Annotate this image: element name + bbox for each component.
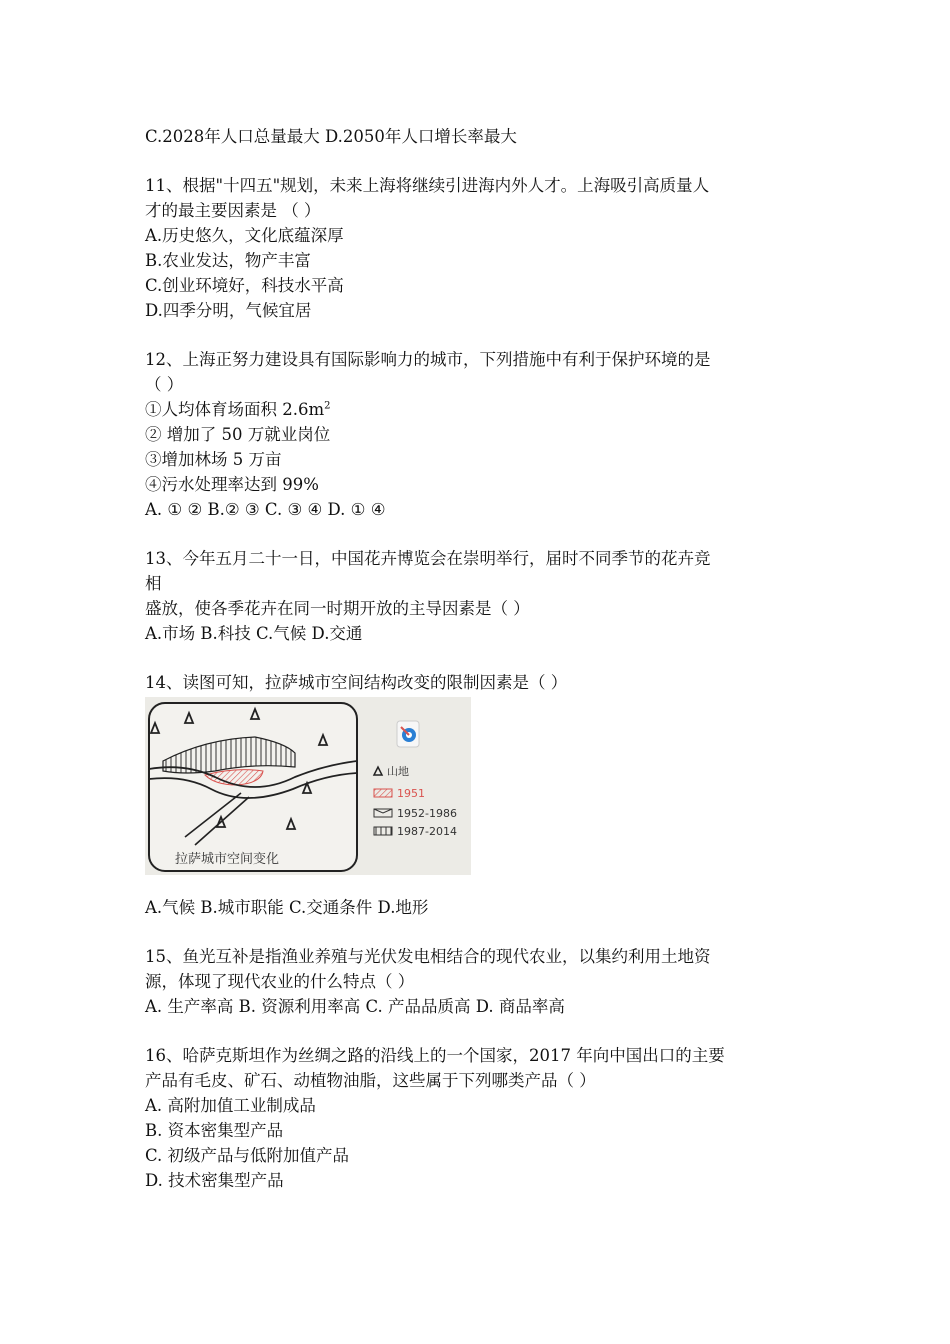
lhasa-figure-wrap [145, 697, 805, 875]
q13-stem-line2: 相 [145, 574, 162, 593]
q16-option-b: B. 资本密集型产品 [145, 1121, 284, 1140]
legend-1952-label: 1952-1986 [397, 807, 457, 820]
q13-stem-line3: 盛放，使各季花卉在同一时期开放的主导因素是（ ） [145, 599, 530, 618]
question-list [145, 124, 805, 1193]
q11-stem-line1: 11、根据"十四五"规划，未来上海将继续引进海内外人才。上海吸引高质量人 [145, 176, 710, 195]
q12-stem-line1: 12、上海正努力建设具有国际影响力的城市，下列措施中有利于保护环境的是 [145, 350, 711, 369]
question-12 [145, 347, 805, 522]
q12-item-1 [145, 397, 805, 422]
q16-option-a: A. 高附加值工业制成品 [145, 1096, 316, 1115]
q12-item-2: ② 增加了 50 万就业岗位 [145, 425, 331, 444]
question-11 [145, 173, 805, 323]
q12-options: A. ① ② B.② ③ C. ③ ④ D. ① ④ [145, 500, 386, 519]
q13-stem-line1: 13、今年五月二十一日，中国花卉博览会在崇明举行，届时不同季节的花卉竞 [145, 549, 711, 568]
legend-1987-swatch [374, 827, 392, 835]
q11-option-b: B.农业发达，物产丰富 [145, 251, 311, 270]
legend-mountain-label: 山地 [387, 765, 409, 778]
question-16 [145, 1043, 805, 1193]
question-14 [145, 670, 805, 920]
figure-caption: 拉萨城市空间变化 [175, 852, 280, 867]
q14-options: A.气候 B.城市职能 C.交通条件 D.地形 [145, 898, 429, 917]
legend-1951-label: 1951 [397, 787, 425, 800]
q11-option-a: A.历史悠久，文化底蕴深厚 [145, 226, 344, 245]
q15-stem-line2: 源，体现了现代农业的什么特点（ ） [145, 972, 415, 991]
question-15 [145, 944, 805, 1019]
q11-stem-line2: 才的最主要因素是 （ ） [145, 201, 321, 220]
legend-1987-label: 1987-2014 [397, 825, 457, 838]
q16-stem-line1: 16、哈萨克斯坦作为丝绸之路的沿线上的一个国家，2017 年向中国出口的主要 [145, 1046, 725, 1065]
q15-stem-line1: 15、鱼光互补是指渔业养殖与光伏发电相结合的现代农业，以集约利用土地资 [145, 947, 711, 966]
q16-stem-line2: 产品有毛皮、矿石、动植物油脂，这些属于下列哪类产品（ ） [145, 1071, 596, 1090]
question-13 [145, 546, 805, 646]
q12-item-1-superscript: 2 [324, 400, 331, 412]
q12-item-3: ③增加林场 5 万亩 [145, 450, 282, 469]
q16-option-d: D. 技术密集型产品 [145, 1171, 284, 1190]
q12-item-1-text: ①人均体育场面积 2.6m [145, 400, 325, 419]
q11-option-c: C.创业环境好，科技水平高 [145, 276, 344, 295]
lhasa-city-map-figure [145, 697, 471, 875]
q13-options: A.市场 B.科技 C.气候 D.交通 [145, 624, 363, 643]
q12-item-4: ④污水处理率达到 99% [145, 475, 319, 494]
q15-options: A. 生产率高 B. 资源利用率高 C. 产品品质高 D. 商品率高 [145, 997, 565, 1016]
q12-stem-line2: （ ） [145, 375, 184, 394]
legend-1951-swatch [374, 789, 392, 797]
q14-stem: 14、读图可知，拉萨城市空间结构改变的限制因素是（ ） [145, 673, 568, 692]
q16-option-c: C. 初级产品与低附加值产品 [145, 1146, 350, 1165]
q11-option-d: D.四季分明，气候宜居 [145, 301, 312, 320]
q10-continuation: C.2028年人口总量最大 D.2050年人口增长率最大 [145, 127, 517, 146]
